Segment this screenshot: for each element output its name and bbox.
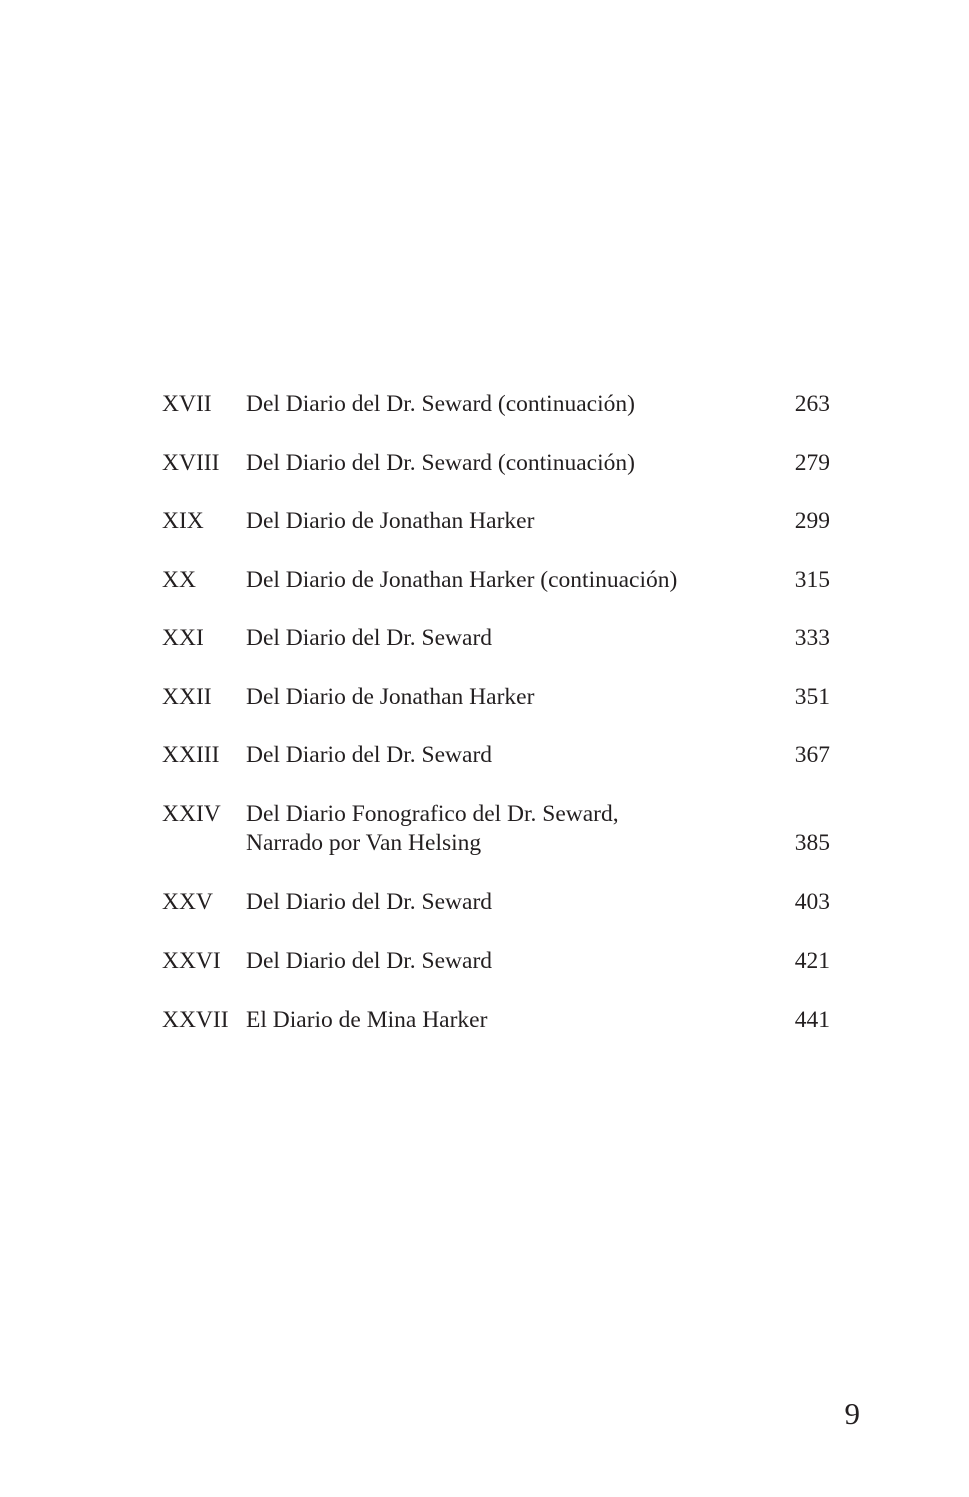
chapter-page-number: 279 xyxy=(794,450,830,476)
chapter-page-number: 315 xyxy=(794,567,830,593)
page-number: 9 xyxy=(844,1396,860,1431)
chapter-page-number: 441 xyxy=(794,1007,830,1033)
chapter-title xyxy=(246,741,766,770)
chapter-title-line: Del Diario del Dr. Seward xyxy=(246,948,493,974)
chapter-title xyxy=(246,888,766,917)
chapter-page-number: 299 xyxy=(794,508,830,534)
chapter-page-number: 351 xyxy=(794,684,830,710)
chapter-numeral: XXV xyxy=(162,889,213,915)
chapter-page-number: 421 xyxy=(794,948,830,974)
chapter-page-number: 385 xyxy=(794,830,830,856)
chapter-title xyxy=(246,390,766,419)
chapter-title xyxy=(246,449,766,478)
chapter-numeral: XVII xyxy=(162,391,212,417)
chapter-title xyxy=(246,566,766,595)
chapter-title-line: El Diario de Mina Harker xyxy=(246,1007,488,1033)
chapter-numeral: XIX xyxy=(162,508,204,534)
chapter-page-number: 367 xyxy=(794,742,830,768)
chapter-title-line: Del Diario del Dr. Seward (continuación) xyxy=(246,391,635,417)
chapter-title-line: Narrado por Van Helsing xyxy=(246,830,482,856)
chapter-numeral: XVIII xyxy=(162,450,220,476)
chapter-title-line: Del Diario de Jonathan Harker xyxy=(246,684,535,710)
chapter-numeral: XXVII xyxy=(162,1007,229,1033)
chapter-title xyxy=(246,507,766,536)
chapter-title xyxy=(246,683,766,712)
chapter-numeral: XXII xyxy=(162,684,212,710)
chapter-title-line: Del Diario del Dr. Seward xyxy=(246,625,493,651)
chapter-title-line: Del Diario del Dr. Seward (continuación) xyxy=(246,450,635,476)
chapter-title-line: Del Diario del Dr. Seward xyxy=(246,889,493,915)
chapter-page-number: 333 xyxy=(794,625,830,651)
chapter-title xyxy=(246,800,766,858)
chapter-page-number: 403 xyxy=(794,889,830,915)
chapter-title-line: Del Diario de Jonathan Harker (continuación) xyxy=(246,567,678,593)
chapter-numeral: XXVI xyxy=(162,948,221,974)
chapter-page-number: 263 xyxy=(794,391,830,417)
chapter-numeral: XX xyxy=(162,567,196,593)
chapter-title-line: Del Diario del Dr. Seward xyxy=(246,742,493,768)
chapter-numeral: XXI xyxy=(162,625,204,651)
chapter-title xyxy=(246,624,766,653)
chapter-title xyxy=(246,947,766,976)
chapter-numeral: XXIII xyxy=(162,742,220,768)
chapter-title-line: Del Diario Fonografico del Dr. Seward, xyxy=(246,801,619,827)
chapter-title xyxy=(246,1006,766,1035)
chapter-title-line: Del Diario de Jonathan Harker xyxy=(246,508,535,534)
chapter-numeral: XXIV xyxy=(162,801,221,827)
